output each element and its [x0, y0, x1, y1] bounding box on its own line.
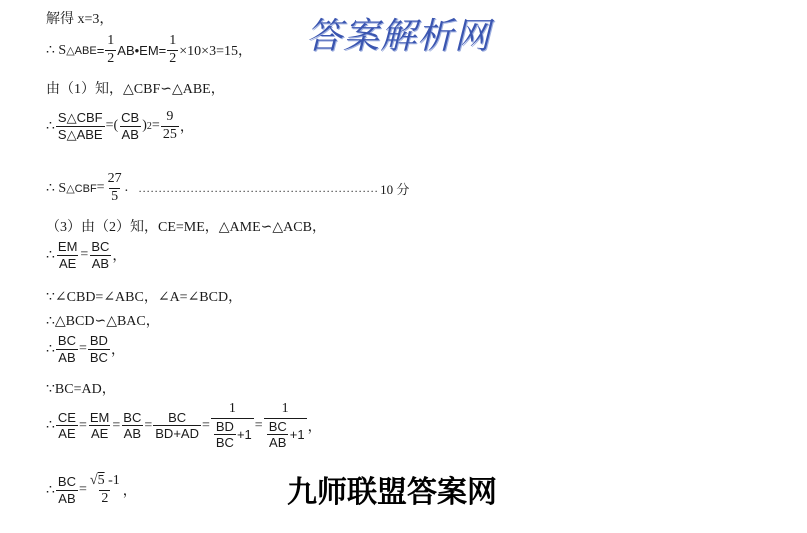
- den: AB: [269, 435, 287, 451]
- den: 2: [169, 50, 177, 66]
- complex-fraction: [264, 402, 307, 450]
- den: BD+AD: [155, 426, 199, 442]
- den: AE: [59, 255, 77, 271]
- fraction: [88, 411, 112, 441]
- complex-fraction: [211, 402, 254, 450]
- plus-one: +1: [289, 427, 305, 442]
- score-label: 10 分: [380, 181, 410, 197]
- line-em-ae: [46, 240, 126, 270]
- prefix: ∴: [46, 118, 55, 134]
- eq: =: [254, 417, 263, 433]
- fraction: [88, 334, 110, 364]
- den: AE: [90, 426, 109, 442]
- watermark-bottom: 九师联盟答案网: [287, 475, 497, 510]
- subscript: △CBF: [66, 182, 97, 195]
- radicand: 5: [97, 473, 105, 488]
- line-ratio-areas: [46, 110, 194, 142]
- prefix: ∴: [46, 247, 55, 263]
- minus-one: -1: [104, 473, 120, 488]
- eq: =: [80, 247, 89, 263]
- line-from-1: [46, 78, 225, 98]
- tail: .: [124, 180, 129, 196]
- mid: =(: [105, 118, 119, 134]
- line-result: [46, 474, 137, 506]
- num: 1: [228, 401, 236, 416]
- text: 解得 x=3，: [46, 12, 114, 27]
- line-bc-ad: [46, 378, 116, 398]
- num: BC: [91, 239, 110, 254]
- eq: =: [96, 180, 105, 196]
- prefix: ∴ S: [46, 42, 67, 58]
- den: S△ABE: [57, 126, 103, 142]
- den: AE: [58, 426, 76, 442]
- line-angles: [46, 286, 242, 306]
- num: BC: [168, 409, 187, 425]
- fraction: [161, 110, 179, 142]
- fraction: [119, 111, 141, 141]
- num: BC: [57, 333, 76, 348]
- num: EM: [89, 409, 110, 425]
- inner-fraction: [214, 420, 236, 450]
- fraction: [167, 34, 178, 66]
- sup: 2: [146, 120, 152, 132]
- den: AB: [123, 426, 141, 442]
- num: BD: [215, 418, 234, 434]
- fraction: [105, 34, 116, 66]
- line-similar: [46, 310, 160, 330]
- prefix: ∴: [46, 482, 55, 498]
- fraction: [121, 411, 143, 441]
- line-chain: [46, 402, 322, 450]
- tail: ，: [112, 249, 127, 265]
- line-area-cbf: [46, 172, 409, 204]
- line-solve-x: [46, 8, 113, 28]
- line-bc-ab: [46, 334, 125, 364]
- num: EM: [57, 239, 78, 254]
- num: S△CBF: [57, 110, 103, 126]
- prefix: ∴: [46, 341, 55, 357]
- eq: =: [78, 482, 87, 498]
- plus-one: +1: [236, 427, 252, 442]
- line-area-abe: [46, 34, 252, 66]
- close: ): [142, 118, 147, 134]
- num: 9: [166, 109, 174, 124]
- num: CB: [121, 110, 140, 126]
- den: BC: [89, 349, 108, 365]
- num: 1: [281, 401, 289, 416]
- num: BC: [57, 474, 76, 490]
- fraction: [56, 334, 78, 364]
- den: 2: [107, 50, 115, 66]
- fraction: [89, 240, 111, 270]
- num: BD: [89, 333, 108, 348]
- num: BC: [268, 418, 287, 434]
- fraction: [56, 475, 78, 505]
- inner-fraction: [267, 420, 289, 450]
- tail: ，: [307, 419, 322, 435]
- fraction: [56, 411, 78, 441]
- eq: =: [112, 417, 121, 433]
- eq: =: [78, 341, 87, 357]
- fraction: [153, 411, 201, 441]
- den: 2: [101, 490, 109, 506]
- den: [211, 418, 254, 450]
- num: CE: [57, 409, 76, 425]
- den: AB: [121, 126, 139, 142]
- den: 25: [162, 126, 177, 142]
- eq: =: [78, 417, 87, 433]
- mid: AB•EM=: [117, 42, 167, 58]
- eq: =: [201, 417, 210, 433]
- eq: =: [144, 417, 153, 433]
- eq: =: [151, 118, 160, 134]
- den: [264, 418, 307, 450]
- text: （3）由（2）知，CE=ME，△AME∽△ACB，: [46, 220, 326, 235]
- num: 1: [107, 33, 115, 48]
- prefix: ∴: [46, 418, 55, 434]
- text: ∵BC=AD，: [46, 382, 116, 397]
- prefix: ∴ S: [46, 180, 67, 196]
- den: AB: [91, 255, 110, 271]
- eq: =: [96, 42, 105, 58]
- num: 1: [169, 33, 177, 48]
- den: BC: [215, 435, 234, 451]
- fraction: [88, 474, 122, 506]
- num: 27: [107, 171, 122, 186]
- den: AB: [58, 490, 76, 506]
- fraction: [56, 111, 105, 141]
- sqrt-icon: √: [89, 473, 98, 488]
- num: BC: [123, 409, 142, 425]
- num: [88, 474, 122, 490]
- den: AB: [58, 349, 76, 365]
- text: ∵∠CBD=∠ABC，∠A=∠BCD，: [46, 290, 243, 305]
- fraction: [106, 172, 124, 204]
- den: 5: [111, 188, 119, 204]
- text: 由（1）知，△CBF∽△ABE，: [46, 82, 225, 97]
- tail: ，: [122, 484, 137, 500]
- text: ∴△BCD∽△BAC，: [46, 314, 160, 329]
- line-part-3: [46, 216, 326, 236]
- tail: ，: [110, 343, 125, 359]
- tail: ，: [179, 120, 194, 136]
- dot-leader: ……………………………………………………: [138, 180, 379, 195]
- watermark-top: 答案解析网: [306, 16, 492, 57]
- tail: ×10×3=15，: [179, 44, 252, 60]
- fraction: [56, 240, 80, 270]
- subscript: △ABE: [66, 44, 97, 57]
